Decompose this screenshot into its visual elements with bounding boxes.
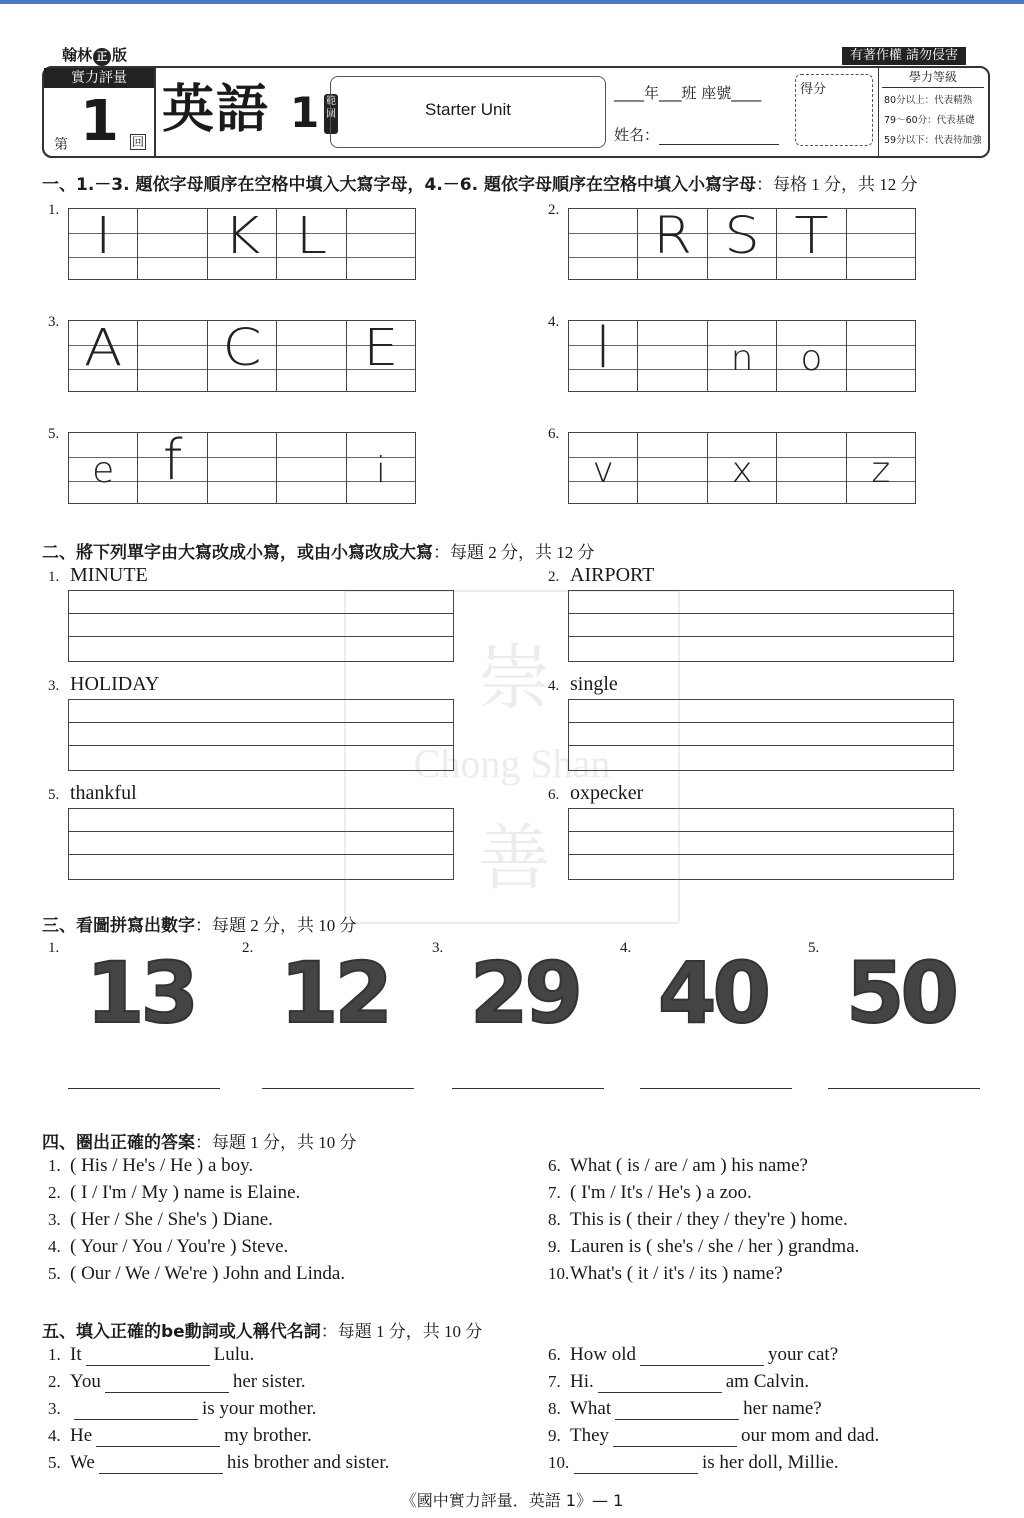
fill-item (548, 1371, 809, 1393)
fill-item (548, 1425, 879, 1447)
grid-cell[interactable] (638, 321, 707, 391)
answer-line[interactable] (68, 1088, 220, 1089)
fill-number: 9. (548, 1426, 561, 1445)
grid-cell[interactable] (208, 433, 277, 503)
choice-text: ( Your / You / You're ) Steve. (70, 1236, 289, 1257)
section3-title: 三、看圖拼寫出數字 (42, 916, 195, 936)
fill-after: his brother and sister. (226, 1452, 390, 1473)
section2-points: ：每題 2 分，共 12 分 (433, 543, 595, 562)
writing-box[interactable] (568, 699, 954, 771)
series-label: 實力評量 (44, 68, 154, 88)
letter-grid (568, 208, 916, 280)
publisher-suffix: 版 (112, 46, 128, 64)
fill-blank[interactable] (640, 1348, 764, 1366)
word-number: 3. (48, 678, 60, 694)
grid-cell (208, 321, 277, 391)
unit-number: 1 (80, 89, 119, 154)
name-field[interactable] (614, 124, 779, 145)
fill-item (48, 1452, 389, 1474)
grid-cell (347, 433, 415, 503)
fill-after: am Calvin. (725, 1371, 810, 1392)
page-top-edge (0, 0, 1024, 4)
publisher-logo (62, 44, 127, 66)
word-item (48, 564, 148, 587)
grid-cell (277, 209, 346, 279)
fill-before: He (70, 1425, 93, 1446)
fill-item (48, 1371, 306, 1393)
fill-item (48, 1425, 312, 1447)
choice-number: 1. (48, 1156, 61, 1175)
name-label: 姓名： (614, 126, 660, 144)
fill-after: your cat? (767, 1344, 839, 1365)
fill-after: her sister. (232, 1371, 306, 1392)
choice-item[interactable] (48, 1182, 300, 1204)
watermark-char-top: 崇 (478, 636, 551, 720)
grid-question-number: 5. (48, 426, 60, 442)
fill-item (548, 1452, 839, 1474)
fill-blank[interactable] (615, 1402, 739, 1420)
grid-cell[interactable] (138, 321, 207, 391)
number-question-number: 3. (432, 940, 444, 956)
grid-cell[interactable] (638, 433, 707, 503)
grid-cell (69, 209, 138, 279)
word-number: 4. (548, 678, 560, 694)
choice-item[interactable] (548, 1182, 752, 1204)
grid-letter: R (653, 207, 693, 266)
fill-number: 7. (548, 1372, 561, 1391)
section5-title: 五、填入正確的be動詞或人稱代名詞 (42, 1322, 321, 1342)
word-text: MINUTE (70, 564, 148, 586)
fill-blank[interactable] (96, 1429, 220, 1447)
section4-heading (42, 1128, 357, 1153)
class-seat-field[interactable]: ____年___班 座號____ (614, 84, 762, 102)
grid-cell[interactable] (777, 433, 846, 503)
section5-heading (42, 1317, 482, 1342)
grid-cell (69, 433, 138, 503)
fill-number: 10. (548, 1453, 570, 1472)
grid-cell[interactable] (277, 433, 346, 503)
grid-letter: A (84, 319, 123, 378)
number-picture: 13 (86, 944, 195, 1042)
choice-item[interactable] (48, 1209, 273, 1231)
choice-number: 10. (548, 1264, 570, 1283)
fill-before: They (570, 1425, 610, 1446)
word-number: 1. (48, 569, 60, 585)
grid-cell (347, 321, 415, 391)
choice-text: This is ( their / they / they're ) home. (570, 1209, 848, 1230)
word-text: HOLIDAY (70, 673, 160, 695)
grid-cell[interactable] (569, 209, 638, 279)
word-number: 5. (48, 787, 60, 803)
choice-number: 6. (548, 1156, 561, 1175)
number-question-number: 2. (242, 940, 254, 956)
watermark-text: Chong Shan (413, 741, 611, 786)
fill-blank[interactable] (613, 1429, 737, 1447)
section2-heading (42, 538, 595, 563)
score-label: 得分 (800, 82, 827, 97)
grid-letter: l (595, 316, 611, 381)
subject-number: 1 (290, 88, 320, 137)
grade-title: 學力等級 (882, 68, 984, 88)
grid-letter: f (162, 428, 183, 493)
choice-item[interactable] (548, 1263, 783, 1285)
grid-cell (569, 433, 638, 503)
choice-text: Lauren is ( she's / she / her ) grandma. (570, 1236, 860, 1257)
choice-text: ( His / He's / He ) a boy. (70, 1155, 254, 1176)
grid-letter: i (375, 450, 386, 491)
choice-item[interactable] (548, 1236, 859, 1258)
grid-cell (638, 209, 707, 279)
choice-number: 5. (48, 1264, 61, 1283)
writing-box[interactable] (568, 808, 954, 880)
section3-points: ：每題 2 分，共 10 分 (195, 916, 357, 935)
letter-grid (68, 428, 416, 504)
grid-letter: E (363, 319, 399, 378)
number-question-number: 4. (620, 940, 632, 956)
word-number: 6. (548, 787, 560, 803)
grid-cell (708, 433, 777, 503)
section4-points: ：每題 1 分，共 10 分 (195, 1133, 357, 1152)
choice-item[interactable] (548, 1155, 808, 1177)
choice-number: 7. (548, 1183, 561, 1202)
choice-item[interactable] (48, 1155, 253, 1177)
page-footer: 《國中實力評量．英語 1》— 1 (400, 1491, 624, 1510)
writing-box[interactable] (68, 699, 454, 771)
fill-after: is her doll, Millie. (702, 1452, 839, 1473)
subject-title: 英語 (162, 80, 271, 140)
word-text: oxpecker (570, 782, 644, 804)
grid-letter: K (223, 207, 261, 266)
word-number: 2. (548, 569, 560, 585)
fill-after: my brother. (224, 1425, 312, 1446)
grid-cell (708, 321, 777, 391)
grid-letter: v (592, 450, 614, 491)
word-item (548, 673, 618, 696)
word-item (548, 564, 654, 587)
fill-item (548, 1398, 822, 1420)
fill-number: 4. (48, 1426, 61, 1445)
word-text: single (570, 673, 618, 695)
choice-text: What's ( it / it's / its ) name? (570, 1263, 783, 1284)
word-item (548, 782, 643, 805)
choice-text: ( Her / She / She's ) Diane. (70, 1209, 273, 1230)
fill-before: It (70, 1344, 82, 1365)
copyright-notice: 有著作權 請勿侵害 (842, 47, 966, 65)
unit-prefix: 第 (54, 137, 68, 153)
fill-before: How old (570, 1344, 636, 1365)
section1-title: 一、1.－3. 題依字母順序在空格中填入大寫字母，4.－6. 題依字母順序在空格中填入小寫字母 (42, 175, 756, 195)
word-item (48, 782, 137, 805)
grid-question-number: 1. (48, 202, 60, 218)
fill-item (48, 1344, 254, 1366)
grade-row: 79～60分：代表基礎 (884, 115, 975, 126)
answer-line[interactable] (640, 1088, 792, 1089)
number-question-number: 5. (808, 940, 820, 956)
grid-letter: x (731, 450, 753, 491)
fill-before: We (70, 1452, 95, 1473)
choice-text: ( Our / We / We're ) John and Linda. (70, 1263, 346, 1284)
grid-letter: S (724, 207, 760, 266)
fill-after: Lulu. (213, 1344, 255, 1365)
grid-cell (777, 209, 846, 279)
section3-heading (42, 911, 357, 936)
fill-number: 1. (48, 1345, 61, 1364)
grid-cell[interactable] (277, 321, 346, 391)
section1-points: ：每格 1 分，共 12 分 (755, 175, 918, 194)
fill-blank[interactable] (74, 1402, 198, 1420)
letter-grid (568, 316, 916, 392)
grid-cell[interactable] (347, 209, 415, 279)
watermark-char-bottom: 善 (478, 816, 551, 900)
grid-letter: o (800, 338, 823, 379)
grid-letter: C (222, 319, 262, 378)
publisher-prefix: 翰林 (62, 46, 93, 64)
grid-letter: n (730, 338, 754, 379)
fill-blank[interactable] (99, 1456, 223, 1474)
writing-box[interactable] (568, 590, 954, 662)
choice-item[interactable] (548, 1209, 848, 1231)
fill-after: is your mother. (202, 1398, 317, 1419)
choice-text: ( I / I'm / My ) name is Elaine. (70, 1182, 301, 1203)
choice-text: ( I'm / It's / He's ) a zoo. (570, 1182, 752, 1203)
grid-cell[interactable] (847, 321, 915, 391)
number-picture: 40 (658, 944, 767, 1042)
grid-letter: I (94, 207, 112, 266)
grid-cell (708, 209, 777, 279)
word-text: thankful (70, 782, 137, 804)
fill-blank[interactable] (598, 1375, 722, 1393)
grid-cell (208, 209, 277, 279)
answer-line[interactable] (828, 1088, 980, 1089)
number-picture: 12 (280, 944, 389, 1042)
fill-blank[interactable] (574, 1456, 698, 1474)
range-text: Starter Unit (425, 100, 511, 119)
grid-cell (138, 428, 207, 503)
choice-item[interactable] (48, 1236, 288, 1258)
fill-before: What (570, 1398, 612, 1419)
choice-number: 8. (548, 1210, 561, 1229)
grid-cell (847, 433, 915, 503)
fill-blank[interactable] (105, 1375, 229, 1393)
unit-suffix: 回 (131, 135, 144, 149)
grid-cell[interactable] (138, 209, 207, 279)
writing-box[interactable] (68, 808, 454, 880)
fill-after: her name? (743, 1398, 822, 1419)
grid-cell (69, 321, 138, 391)
word-item (48, 673, 159, 696)
choice-item[interactable] (48, 1263, 345, 1285)
grid-letter: T (794, 207, 829, 266)
fill-before: You (70, 1371, 101, 1392)
fill-number: 8. (548, 1399, 561, 1418)
grade-row: 59分以下：代表待加強 (884, 135, 982, 146)
answer-line[interactable] (452, 1088, 604, 1089)
choice-number: 4. (48, 1237, 61, 1256)
letter-grid (68, 208, 416, 280)
fill-item (48, 1398, 317, 1420)
fill-before: Hi. (570, 1371, 594, 1392)
grid-cell (569, 316, 638, 391)
choice-number: 2. (48, 1183, 61, 1202)
fill-number: 6. (548, 1345, 561, 1364)
fill-number: 2. (48, 1372, 61, 1391)
word-text: AIRPORT (570, 564, 655, 586)
grid-question-number: 2. (548, 202, 560, 218)
writing-box[interactable] (68, 590, 454, 662)
grid-question-number: 6. (548, 426, 560, 442)
grid-letter: e (92, 450, 115, 491)
choice-number: 3. (48, 1210, 61, 1229)
number-picture: 29 (470, 944, 579, 1042)
section4-title: 四、圈出正確的答案 (42, 1133, 195, 1153)
letter-grid (568, 432, 916, 504)
fill-blank[interactable] (86, 1348, 210, 1366)
grid-cell[interactable] (847, 209, 915, 279)
fill-item (548, 1344, 838, 1366)
range-tag: 範圍 (324, 94, 338, 134)
grade-row: 80分以上：代表精熟 (884, 95, 973, 106)
answer-line[interactable] (262, 1088, 414, 1089)
number-question-number: 1. (48, 940, 60, 956)
fill-number: 5. (48, 1453, 61, 1472)
grid-question-number: 3. (48, 314, 60, 330)
section2-title: 二、將下列單字由大寫改成小寫，或由小寫改成大寫 (42, 543, 433, 563)
number-picture: 50 (846, 944, 955, 1042)
section1-heading (42, 170, 917, 195)
fill-number: 3. (48, 1399, 61, 1418)
grid-question-number: 4. (548, 314, 560, 330)
publisher-circle: 正 (93, 48, 111, 66)
grid-cell (777, 321, 846, 391)
fill-after: our mom and dad. (741, 1425, 880, 1446)
letter-grid (68, 320, 416, 392)
choice-text: What ( is / are / am ) his name? (570, 1155, 808, 1176)
grid-letter: z (871, 450, 891, 491)
grid-letter: L (295, 207, 328, 266)
choice-number: 9. (548, 1237, 561, 1256)
section5-points: ：每題 1 分，共 10 分 (320, 1322, 483, 1341)
